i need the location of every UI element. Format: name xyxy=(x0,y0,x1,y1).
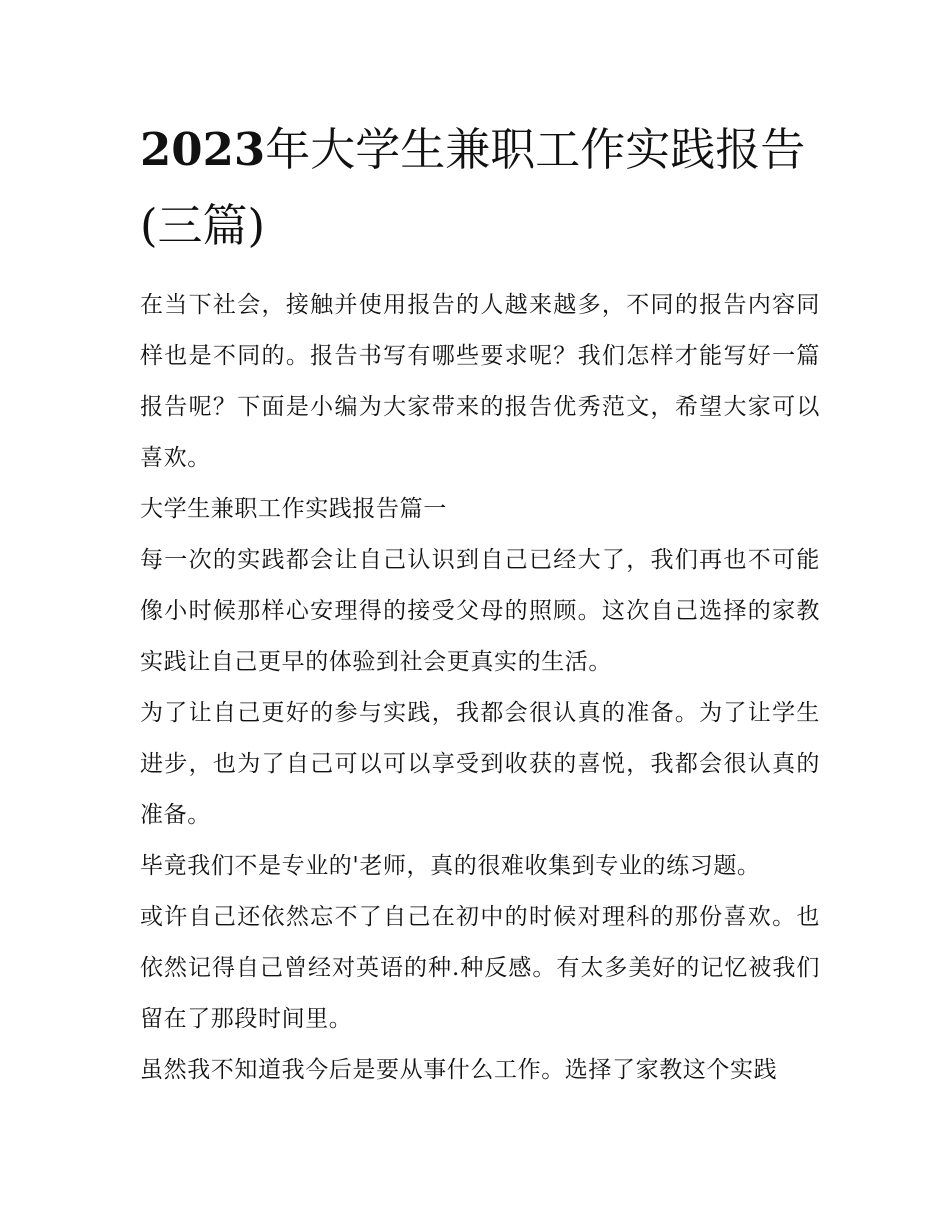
body-paragraph: 为了让自己更好的参与实践，我都会很认真的准备。为了让学生进步，也为了自己可以可以享受到收获的喜悦，我都会很认真的准备。 xyxy=(140,700,820,828)
document-body xyxy=(140,280,820,1096)
body-paragraph: 虽然我不知道我今后是要从事什么工作。选择了家教这个实践 xyxy=(140,1057,778,1083)
intro-paragraph: 在当下社会，接触并使用报告的人越来越多，不同的报告内容同样也是不同的。报告书写有哪些要求呢？我们怎样才能写好一篇报告呢？下面是小编为大家带来的报告优秀范文，希望大家可以喜欢。 xyxy=(140,292,820,471)
section-heading: 大学生兼职工作实践报告篇一 xyxy=(140,496,447,522)
body-paragraph: 每一次的实践都会让自己认识到自己已经大了，我们再也不可能像小时候那样心安理得的接受父母的照顾。这次自己选择的家教实践让自己更早的体验到社会更真实的生活。 xyxy=(140,547,820,675)
body-paragraph: 或许自己还依然忘不了自己在初中的时候对理科的那份喜欢。也依然记得自己曾经对英语的种.种反感。有太多美好的记忆被我们留在了那段时间里。 xyxy=(140,904,820,1032)
title-year: 2023 xyxy=(140,123,266,176)
title-text: 年大学生兼职工作实践报告(三篇) xyxy=(140,123,806,252)
document-title xyxy=(140,112,820,264)
body-paragraph: 毕竟我们不是专业的'老师，真的很难收集到专业的练习题。 xyxy=(140,853,761,879)
